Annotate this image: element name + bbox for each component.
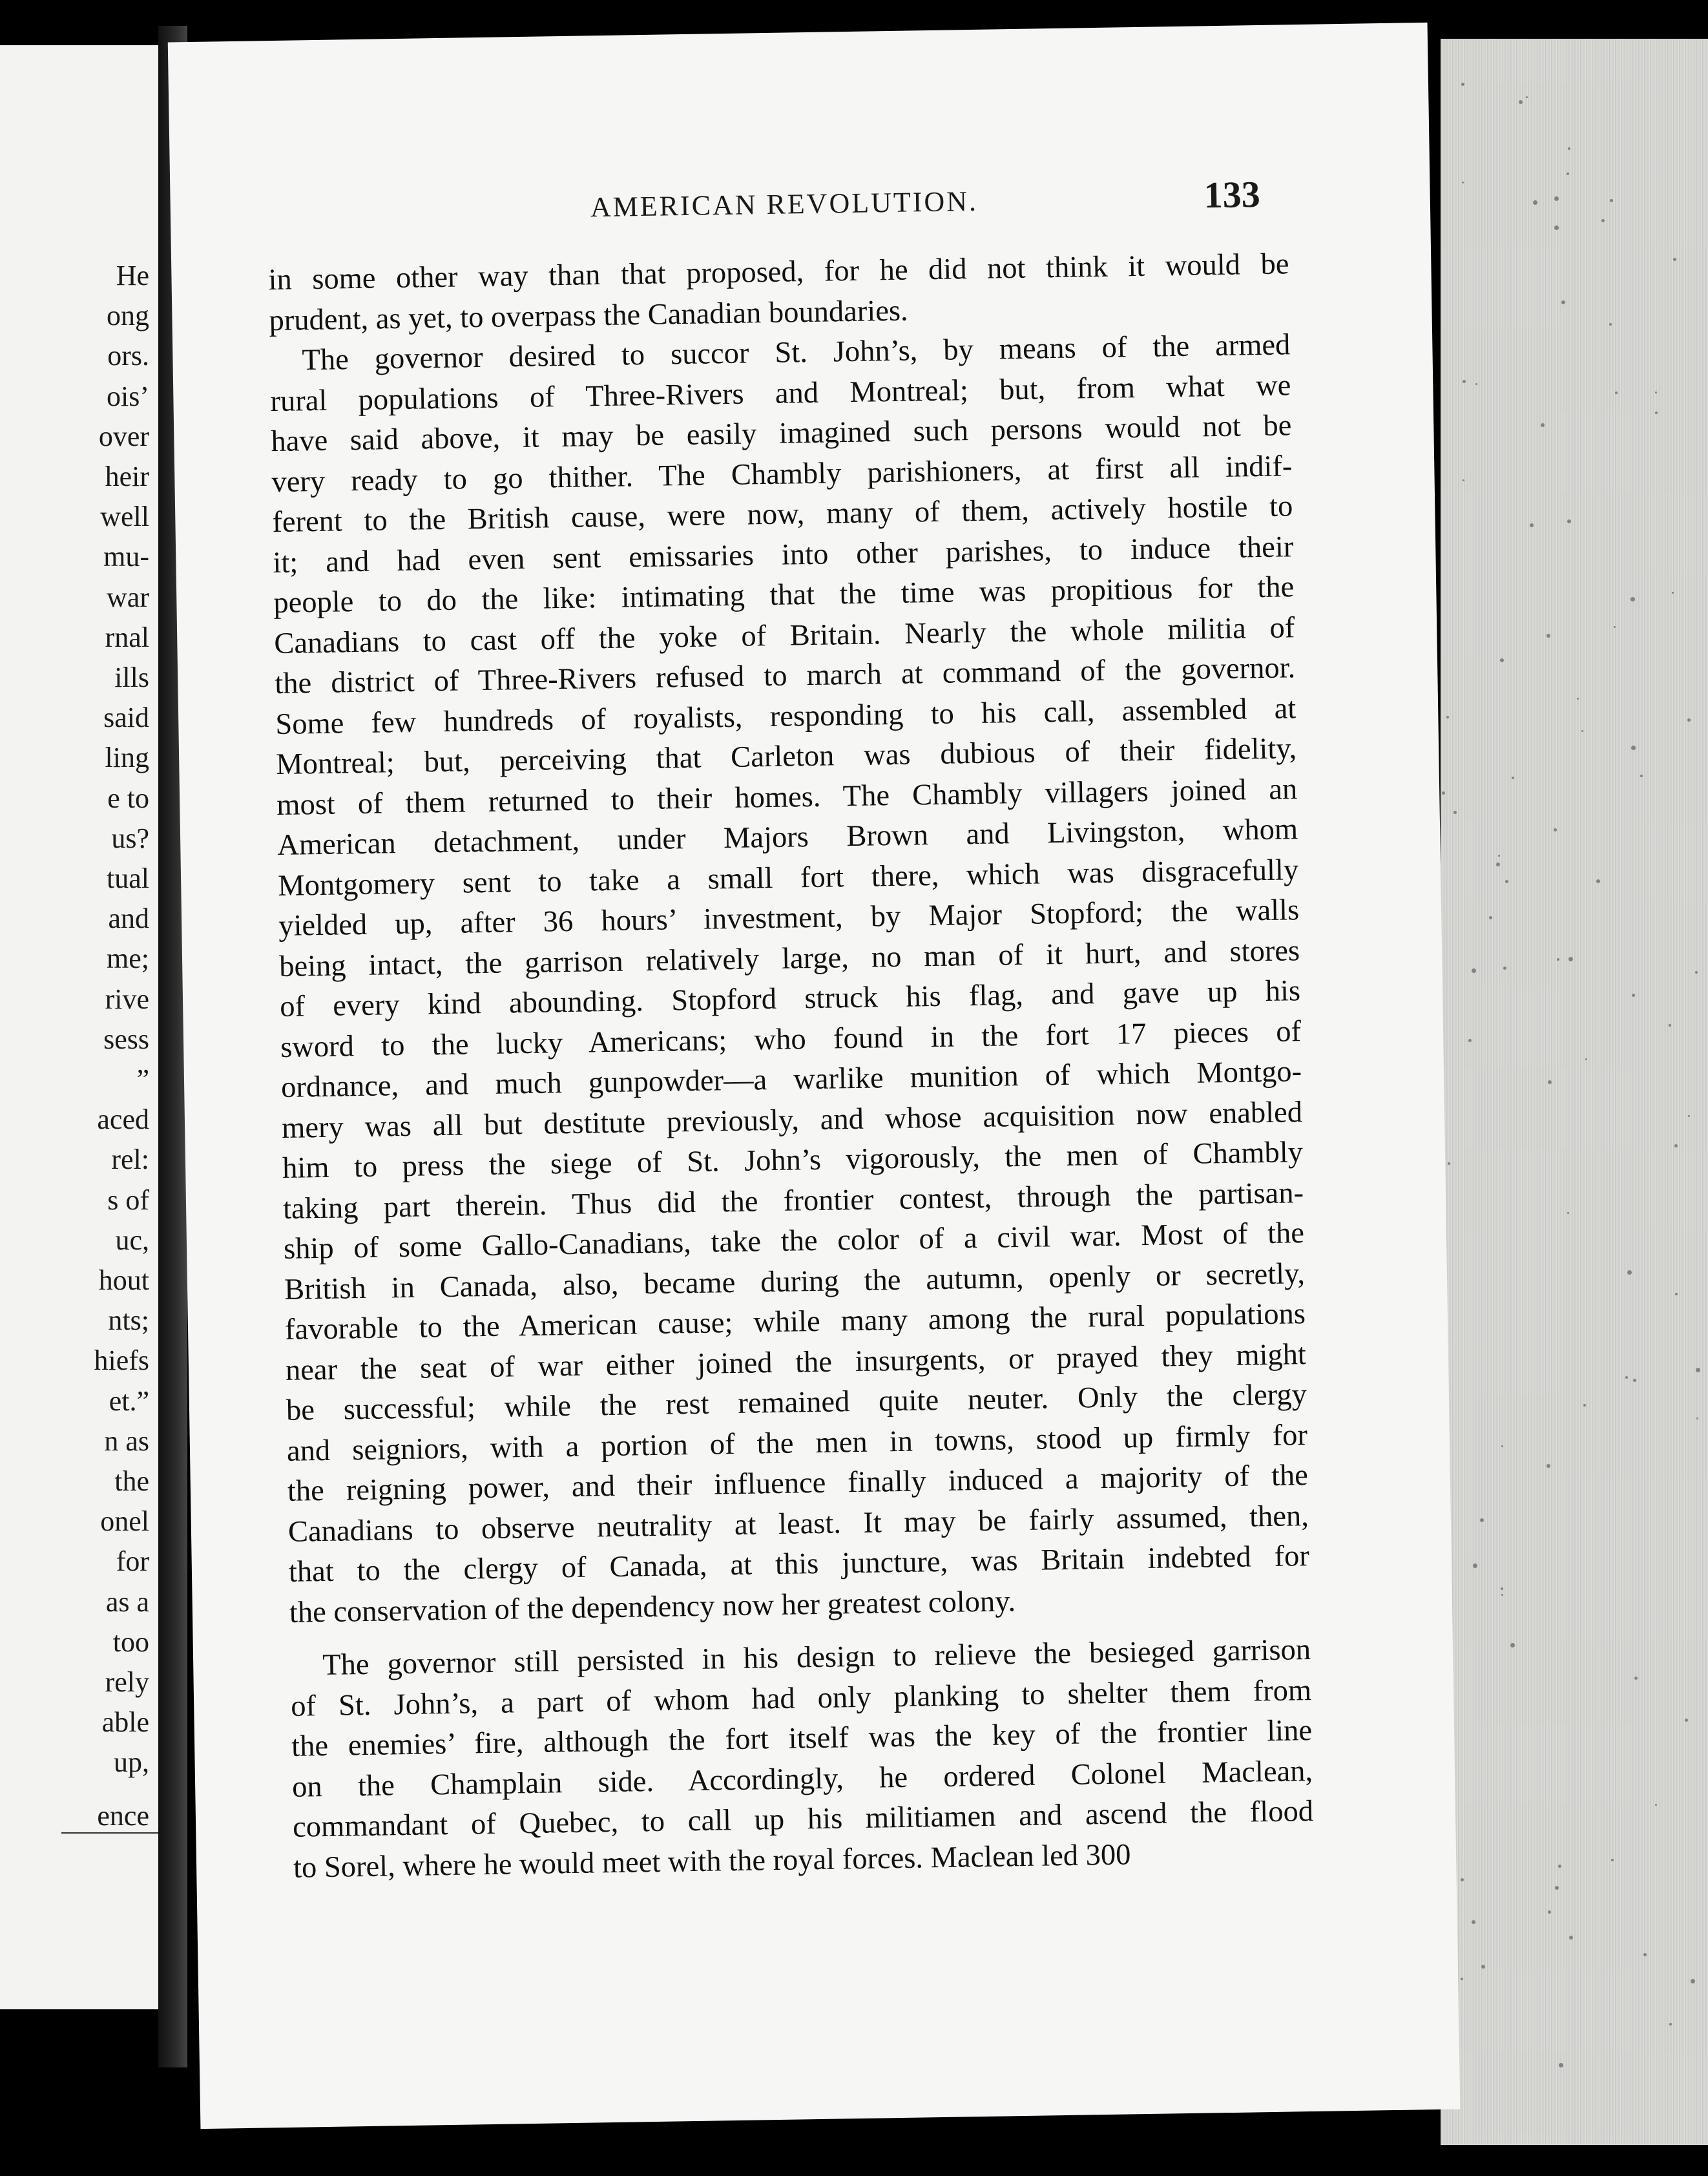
paper-speck xyxy=(1632,994,1635,997)
paper-speck xyxy=(1627,1270,1632,1275)
left-page-line-fragment: ence xyxy=(97,1799,149,1832)
text-line: mery was all but destitute previously, and whose acquisition now enabled xyxy=(281,1095,1303,1145)
text-line: favorable to the American cause; while many among the rural populations xyxy=(284,1297,1306,1346)
paper-speck xyxy=(1512,777,1514,779)
paper-speck xyxy=(1669,2023,1672,2025)
paper-speck xyxy=(1568,957,1573,961)
paper-speck xyxy=(1461,83,1464,86)
paper-speck xyxy=(1691,1979,1695,1983)
paper-speck xyxy=(1685,1719,1688,1722)
left-page-line-fragment: tual xyxy=(107,863,149,894)
paper-speck xyxy=(1675,1293,1678,1295)
paper-speck xyxy=(1547,634,1550,638)
paper-speck xyxy=(1472,1920,1475,1924)
paper-speck xyxy=(1561,300,1565,304)
text-line: the enemies’ fire, although the fort itself was the key of the frontier line xyxy=(291,1714,1313,1763)
paper-speck xyxy=(1687,718,1691,722)
paper-speck xyxy=(1453,811,1457,814)
paper-speck xyxy=(1501,1445,1503,1447)
paper-speck xyxy=(1640,775,1643,777)
paper-speck xyxy=(1585,1058,1587,1060)
paper-speck xyxy=(1461,1878,1464,1881)
paper-speck xyxy=(1503,967,1506,970)
paper-speck xyxy=(1547,1464,1550,1468)
text-line: people to do the like: intimating that the time was propitious for the xyxy=(273,570,1295,620)
text-line: him to press the siege of St. John’s vigorously, the men of Chambly xyxy=(282,1136,1304,1185)
left-page-line-fragment: e to xyxy=(107,782,149,814)
paper-speck xyxy=(1462,182,1464,183)
left-page-line-fragment: rely xyxy=(105,1666,149,1698)
paper-speck xyxy=(1643,1953,1647,1956)
text-line: near the seat of war either joined the insurgents, or prayed they might xyxy=(285,1337,1307,1387)
left-page-line-fragment: over xyxy=(98,420,149,452)
left-page-line-fragment: me; xyxy=(107,943,149,975)
paper-speck xyxy=(1468,1039,1472,1042)
paper-speck xyxy=(1473,1564,1477,1568)
paper-speck xyxy=(1674,1144,1678,1147)
paper-speck xyxy=(1500,658,1504,662)
text-line: Montreal; but, perceiving that Carleton was dubious of their fidelity, xyxy=(275,732,1297,782)
left-page-line-fragment: able xyxy=(101,1706,149,1739)
paper-speck xyxy=(1541,423,1545,427)
paper-speck xyxy=(1567,519,1571,523)
paper-speck xyxy=(1569,1936,1573,1940)
paper-speck xyxy=(1554,828,1557,832)
left-facing-page xyxy=(0,45,158,2009)
paper-speck xyxy=(1568,147,1570,150)
text-line: of every kind abounding. Stopford struck his flag, and gave up his xyxy=(279,974,1301,1023)
text-line: The governor desired to succor St. John’s, by means of the armed xyxy=(302,328,1291,377)
left-page-line-fragment: ills xyxy=(114,662,149,693)
paper-speck xyxy=(1554,225,1559,230)
text-line: British in Canada, also, became during the autumn, openly or secretly, xyxy=(284,1257,1306,1306)
paper-speck xyxy=(1655,1804,1657,1806)
paper-speck xyxy=(1672,592,1674,594)
left-page-line-fragment: up, xyxy=(114,1746,149,1779)
paper-speck xyxy=(1577,698,1579,700)
text-line: Canadians to observe neutrality at least. It may be fairly assumed, then, xyxy=(287,1499,1309,1549)
paper-speck xyxy=(1696,1368,1700,1372)
paper-speck xyxy=(1548,1080,1552,1084)
paper-speck xyxy=(1475,383,1477,385)
paper-speck xyxy=(1655,412,1658,414)
text-line: and seigniors, with a portion of the men in towns, stood up firmly for xyxy=(286,1418,1308,1468)
paper-speck xyxy=(1498,855,1500,857)
paper-speck xyxy=(1688,1115,1690,1117)
text-line: very ready to go thither. The Chambly parishioners, at first all indif- xyxy=(271,449,1293,499)
paper-speck xyxy=(1548,1910,1551,1914)
text-line: the district of Three-Rivers refused to march at command of the governor. xyxy=(274,651,1296,701)
paper-speck xyxy=(1448,1162,1450,1165)
paper-speck xyxy=(1501,1594,1503,1596)
paper-speck xyxy=(1442,791,1445,795)
left-page-line-fragment: ” xyxy=(136,1063,149,1095)
left-page-line-fragment: ois’ xyxy=(107,380,149,412)
paper-speck xyxy=(1696,1418,1698,1419)
paper-speck xyxy=(1615,392,1618,394)
paper-speck xyxy=(1583,1404,1586,1407)
left-page-line-fragment: ling xyxy=(105,742,149,774)
paper-speck xyxy=(1695,971,1698,974)
left-page-line-fragment: the xyxy=(114,1465,149,1497)
text-line: be successful; while the rest remained quite neuter. Only the clergy xyxy=(286,1378,1307,1427)
paper-speck xyxy=(1472,968,1476,973)
running-head: AMERICAN REVOLUTION. xyxy=(590,185,979,224)
text-line: Montgomery sent to take a small fort there, which was disgracefully xyxy=(277,853,1299,903)
text-line: Canadians to cast off the yoke of Britain. Nearly the whole militia of xyxy=(273,611,1295,660)
paper-speck xyxy=(1463,380,1466,383)
left-page-line-fragment: et.” xyxy=(109,1385,149,1417)
left-page-line-fragment: for xyxy=(116,1545,149,1578)
left-page-line-fragment: He xyxy=(116,260,149,291)
left-page-line-fragment: hout xyxy=(98,1264,149,1296)
paper-speck xyxy=(1633,1379,1636,1382)
paper-speck xyxy=(1655,392,1657,393)
paper-speck xyxy=(1601,219,1605,222)
text-line: taking part therein. Thus did the frontier contest, through the partisan- xyxy=(282,1176,1304,1226)
paper-speck xyxy=(1631,746,1636,750)
text-line: ordnance, and much gunpowder—a warlike munition of which Montgo- xyxy=(280,1055,1302,1104)
text-line: yielded up, after 36 hours’ investment, by Major Stopford; the walls xyxy=(278,894,1300,943)
left-page-line-fragment: rive xyxy=(105,983,149,1015)
left-page-line-fragment: nts; xyxy=(108,1304,149,1337)
paper-speck xyxy=(1530,523,1534,527)
text-line: sword to the lucky Americans; who found in the fort 17 pieces of xyxy=(280,1014,1302,1064)
text-line: to Sorel, where he would meet with the royal forces. Maclean led 300 xyxy=(293,1837,1131,1885)
left-page-line-fragment: too xyxy=(112,1626,149,1658)
left-page-line-fragment: mu- xyxy=(103,541,149,573)
left-page-line-fragment: aced xyxy=(97,1104,149,1136)
paper-speck xyxy=(1496,863,1500,866)
paper-speck xyxy=(1630,597,1635,602)
text-line: it; and had even sent emissaries into other parishes, to induce their xyxy=(273,530,1294,580)
left-page-line-fragment: said xyxy=(103,702,149,734)
left-page-line-fragment: heir xyxy=(105,461,149,492)
left-page-line-fragment: as a xyxy=(105,1585,149,1618)
text-line: ship of some Gallo-Canadians, take the color of a civil war. Most of the xyxy=(283,1217,1305,1266)
paper-speck xyxy=(1526,96,1528,98)
paper-speck xyxy=(1625,1376,1628,1379)
right-page xyxy=(168,23,1460,2129)
left-page-line-fragment: sess xyxy=(103,1023,149,1055)
paper-speck xyxy=(1533,200,1537,205)
paper-speck xyxy=(1567,173,1569,175)
paper-speck xyxy=(1581,730,1583,732)
left-page-line-fragment: us? xyxy=(111,822,149,854)
paper-speck xyxy=(1614,626,1616,628)
paper-speck xyxy=(1673,258,1676,261)
paper-speck xyxy=(1555,1886,1559,1890)
left-page-line-fragment: uc, xyxy=(115,1224,149,1256)
text-line: prudent, as yet, to overpass the Canadian boundaries. xyxy=(269,294,908,337)
paper-speck xyxy=(1611,1859,1614,1861)
paper-speck xyxy=(1510,1643,1515,1648)
page-number: 133 xyxy=(1203,173,1261,216)
paper-speck xyxy=(1609,323,1612,326)
left-page-footnote-rule xyxy=(61,1832,158,1834)
text-line: the conservation of the dependency now her greatest colony. xyxy=(289,1584,1016,1629)
paper-speck xyxy=(1463,479,1464,481)
paper-speck xyxy=(1596,879,1600,883)
left-page-line-fragment: rel: xyxy=(111,1144,149,1176)
paper-speck xyxy=(1634,1677,1638,1680)
text-line: being intact, the garrison relatively large, no man of it hurt, and stores xyxy=(278,934,1300,983)
text-line: of St. John’s, a part of whom had only planking to shelter them from xyxy=(290,1673,1312,1723)
left-page-line-fragment: ong xyxy=(107,300,149,332)
paper-speck xyxy=(1559,2063,1563,2067)
paper-speck xyxy=(1557,958,1559,961)
text-line: rural populations of Three-Rivers and Montreal; but, from what we xyxy=(270,368,1291,418)
text-line: in some other way than that proposed, for he did not think it would be xyxy=(268,247,1289,297)
left-page-line-fragment: n as xyxy=(104,1425,149,1457)
paper-speck xyxy=(1480,1518,1484,1522)
left-page-line-fragment: hiefs xyxy=(94,1344,149,1377)
page-block-edge xyxy=(1441,39,1708,2145)
text-line: Some few hundreds of royalists, responding to his call, assembled at xyxy=(275,691,1297,741)
text-line: that to the clergy of Canada, at this juncture, was Britain indebted for xyxy=(288,1540,1310,1589)
left-page-line-fragment: war xyxy=(107,581,149,613)
paper-speck xyxy=(1610,199,1613,202)
text-line: commandant of Quebec, to call up his militiamen and ascend the flood xyxy=(292,1795,1314,1844)
text-line: American detachment, under Majors Brown and Livingston, whom xyxy=(276,813,1298,863)
text-line: ferent to the British cause, were now, many of them, actively hostile to xyxy=(272,490,1293,539)
paper-speck xyxy=(1481,1965,1485,1969)
left-page-line-fragment: s of xyxy=(107,1184,149,1216)
paper-speck xyxy=(1669,1024,1671,1027)
paper-speck xyxy=(1489,916,1492,919)
text-line: most of them returned to their homes. The Chambly villagers joined an xyxy=(276,772,1298,822)
text-line: the reigning power, and their influence finally induced a majority of the xyxy=(287,1459,1309,1508)
paper-speck xyxy=(1446,716,1449,718)
left-page-line-fragment: well xyxy=(100,501,149,533)
paper-speck xyxy=(1554,196,1559,201)
text-line: have said above, it may be easily imagined such persons would not be xyxy=(271,409,1292,459)
paper-speck xyxy=(1567,1212,1569,1214)
left-page-line-fragment: and xyxy=(108,903,149,935)
text-line: on the Champlain side. Accordingly, he ordered Colonel Maclean, xyxy=(291,1754,1313,1804)
left-page-line-fragment: rnal xyxy=(105,621,149,653)
paper-speck xyxy=(1461,1978,1463,1980)
paper-speck xyxy=(1505,880,1508,883)
left-page-line-fragment: ors. xyxy=(107,340,149,372)
page-body-text xyxy=(268,244,1314,1888)
left-page-line-fragment: onel xyxy=(100,1505,149,1538)
paper-speck xyxy=(1558,1865,1561,1868)
paper-speck xyxy=(1501,1587,1503,1590)
text-line: The governor still persisted in his design to relieve the besieged garrison xyxy=(322,1633,1311,1682)
paper-speck xyxy=(1519,100,1523,104)
